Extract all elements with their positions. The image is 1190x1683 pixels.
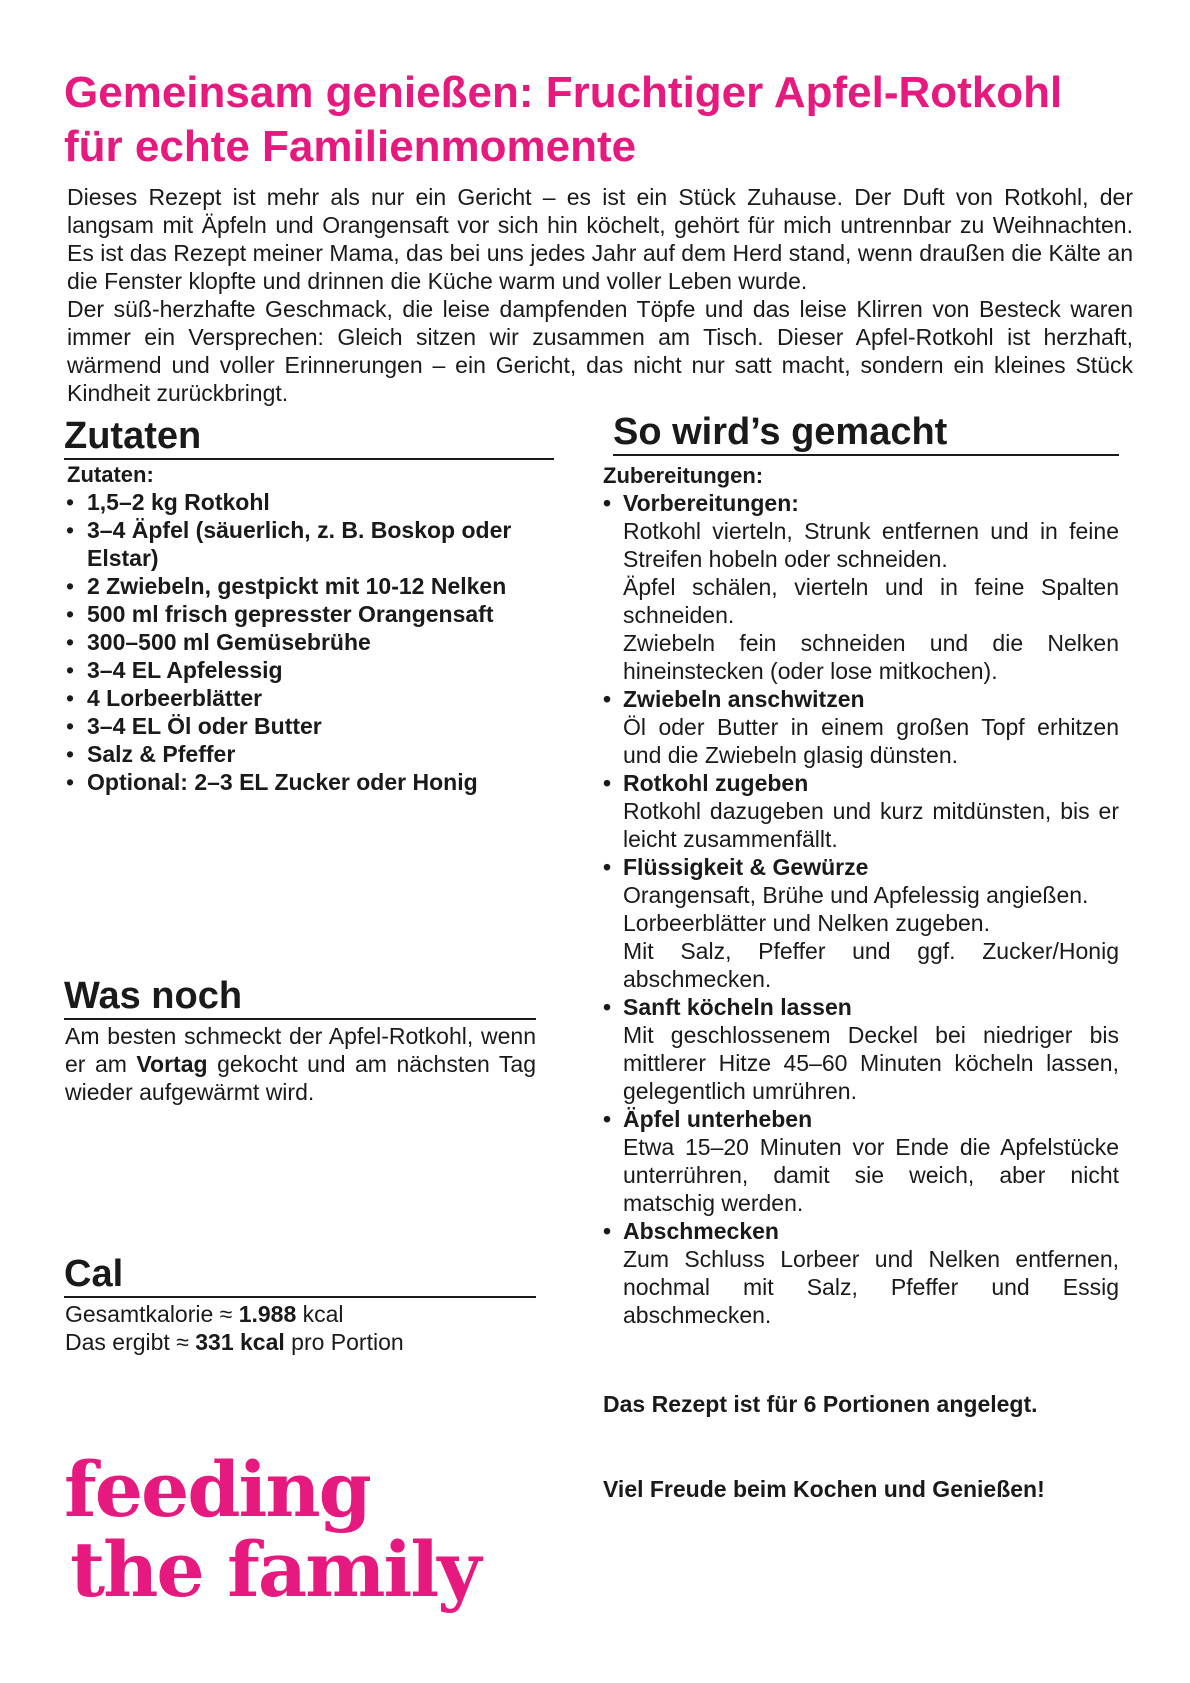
calories-portion-label: Das ergibt ≈ [65,1329,196,1355]
extra-text-after: gekocht und am nächsten Tag wieder aufgewärmt wird. [65,1051,536,1105]
extra-text-before: Am besten schmeckt der Apfel-Rotkohl, wenn er am [65,1023,536,1077]
step-text [623,797,1119,853]
ingredient-item: • 2 Zwiebeln, gestpickt mit 10-12 Nelken [66,572,556,600]
step-line: Mit Salz, Pfeffer und ggf. Zucker/Honig abschmecken. [623,938,1119,992]
ingredients-subheading: Zutaten: [67,462,154,487]
method-steps [603,489,1119,1329]
portions-note: Das Rezept ist für 6 Portionen angelegt. [603,1391,1038,1417]
step-line: Rotkohl dazugeben und kurz mitdünsten, bis er leicht zusammenfällt. [623,798,1119,852]
calories-heading: Cal [64,1252,536,1298]
step-line: Mit geschlossenem Deckel bei niedriger bis mittlerer Hitze 45–60 Minuten köcheln lassen, gelegentlich umrühren. [623,1022,1119,1104]
step-line: Zum Schluss Lorbeer und Nelken entfernen, nochmal mit Salz, Pfeffer und Essig abschmecken. [623,1246,1119,1328]
ingredient-item: • 500 ml frisch gepresster Orangensaft [66,600,556,628]
step-text [623,517,1119,685]
ingredient-item: • Salz & Pfeffer [66,740,556,768]
calories-total [65,1300,545,1328]
ingredients-list [66,488,556,796]
method-step [603,1217,1119,1329]
step-title: • Sanft köcheln lassen [603,993,1119,1021]
method-heading: So wird’s gemacht [613,410,1119,456]
ingredient-item: • 3–4 EL Apfelessig [66,656,556,684]
step-title: • Äpfel unterheben [603,1105,1119,1133]
step-line: Äpfel schälen, vierteln und in feine Spalten schneiden. [623,574,1119,628]
extra-text-emphasis: Vortag [136,1051,208,1077]
calories-total-unit: kcal [296,1301,344,1327]
closing-note: Viel Freude beim Kochen und Genießen! [603,1476,1045,1502]
calories-portion [65,1328,545,1356]
calories-portion-suffix: pro Portion [284,1329,404,1355]
step-text [623,1245,1119,1329]
step-title: • Abschmecken [603,1217,1119,1245]
method-subheading: Zubereitungen: [603,463,764,488]
step-line: Rotkohl vierteln, Strunk entfernen und in feine Streifen hobeln oder schneiden. [623,518,1119,572]
ingredients-heading: Zutaten [64,414,554,460]
step-line: Öl oder Butter in einem großen Topf erhitzen und die Zwiebeln glasig dünsten. [623,714,1119,768]
step-line: Orangensaft, Brühe und Apfelessig angießen. [623,882,1089,908]
ingredient-item: • 300–500 ml Gemüsebrühe [66,628,556,656]
page-title: Gemeinsam genießen: Fruchtiger Apfel-Rotkohl für echte Familienmomente [64,68,1063,171]
step-line: Zwiebeln fein schneiden und die Nelken hineinstecken (oder lose mitkochen). [623,630,1119,684]
ingredient-item: • 3–4 EL Öl oder Butter [66,712,556,740]
method-step [603,685,1119,769]
calories-total-label: Gesamtkalorie ≈ [65,1301,239,1327]
method-step [603,993,1119,1105]
step-text [623,1021,1119,1105]
ingredient-item: • 3–4 Äpfel (säuerlich, z. B. Boskop oder Elstar) [66,516,556,572]
step-line: Etwa 15–20 Minuten vor Ende die Apfelstücke unterrühren, damit sie weich, aber nicht matschig werden. [623,1134,1119,1216]
intro-paragraph-2: Der süß-herzhafte Geschmack, die leise dampfenden Töpfe und das leise Klirren von Besteck waren immer ein Versprechen: Gleich sitzen wir zusammen am Tisch. Dieser Apfel-Rotkohl ist herzhaft, wärmend und voller Erinnerungen – ein Gericht, das nicht nur satt macht, sondern ein kleines Stück Kindheit zurückbringt. [67,296,1133,406]
step-title: • Vorbereitungen: [603,489,1119,517]
step-title: • Flüssigkeit & Gewürze [603,853,1119,881]
step-text [623,713,1119,769]
intro-text [67,183,1133,407]
logo-line-1: feeding [64,1445,370,1534]
extra-heading: Was noch [64,974,536,1020]
step-title: • Rotkohl zugeben [603,769,1119,797]
feeding-the-family-logo [64,1445,480,1614]
calories-portion-value: 331 kcal [195,1329,285,1355]
method-step [603,489,1119,685]
method-step [603,1105,1119,1217]
method-step [603,853,1119,993]
extra-text [65,1022,536,1106]
step-text [623,881,1119,993]
calories-total-value: 1.988 [238,1301,297,1327]
ingredient-item: • Optional: 2–3 EL Zucker oder Honig [66,768,556,796]
step-text [623,1133,1119,1217]
logo-line-2: the family [70,1525,480,1614]
intro-paragraph-1: Dieses Rezept ist mehr als nur ein Gericht – es ist ein Stück Zuhause. Der Duft von Rotkohl, der langsam mit Äpfeln und Orangensaft vor sich hin köchelt, gehört für mich untrennbar zu Weihnachten. Es ist das Rezept meiner Mama, das bei uns jedes Jahr auf dem Herd stand, wenn draußen die Kälte an die Fenster klopfte und drinnen die Küche warm und voller Leben wurde. [67,184,1133,294]
method-step [603,769,1119,853]
step-title: • Zwiebeln anschwitzen [603,685,1119,713]
ingredient-item: • 4 Lorbeerblätter [66,684,556,712]
ingredient-item: • 1,5–2 kg Rotkohl [66,488,556,516]
step-line: Lorbeerblätter und Nelken zugeben. [623,910,990,936]
